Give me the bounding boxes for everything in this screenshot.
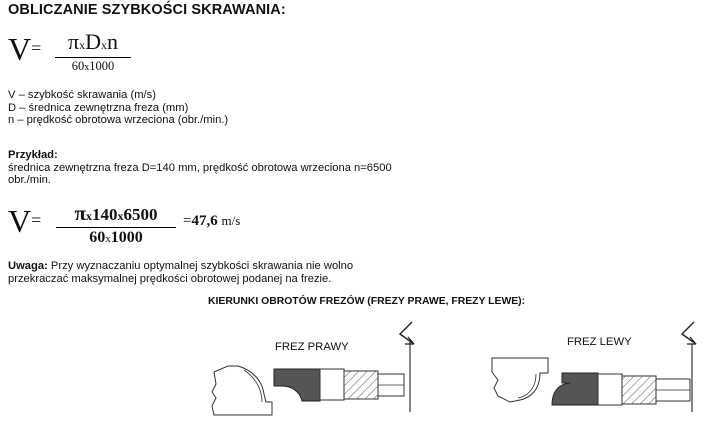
formula2-result-value: 47,6 (191, 213, 218, 229)
left-spindle (320, 340, 410, 412)
formula2-den-a: 60 (89, 229, 106, 246)
definition-v: V – szybkość skrawania (m/s) (8, 89, 156, 101)
example-heading: Przykład: (8, 149, 58, 161)
formula2-den-b: 1000 (110, 229, 143, 246)
formula-den-x: x (84, 62, 90, 73)
formula2-equals2: = (183, 213, 192, 229)
rotation-arrow-icon (400, 322, 414, 344)
formula2-pi: π (74, 201, 86, 225)
left-workpiece (212, 366, 272, 415)
formula-n: n (107, 29, 118, 54)
page-title: OBLICZANIE SZYBKOŚCI SKRAWANIA: (8, 2, 286, 18)
formula2-unit: m/s (221, 213, 241, 228)
right-workpiece (492, 358, 548, 402)
formula-den-b: 1000 (89, 59, 115, 73)
formula-pi: π (68, 29, 80, 54)
left-cutter-label: FREZ PRAWY (275, 341, 349, 353)
right-cutter-profile (552, 373, 598, 405)
formula-den-a: 60 (71, 59, 85, 73)
rotation-arrow-icon (682, 322, 696, 344)
formula2-times: x (117, 209, 124, 223)
definition-n: n – prędkość obrotowa wrzeciona (obr./min.) (8, 114, 229, 127)
formula2-n: 6500 (123, 205, 158, 224)
note-text: Przy wyznaczaniu optymalnej szybkości skrawania nie wolno (47, 260, 354, 272)
formula-times: x (101, 38, 107, 52)
figure-title: KIERUNKI OBROTÓW FREZÓW (FREZY PRAWE, FREZY LEWE): (208, 296, 526, 307)
formula2-v: V (8, 203, 32, 239)
note-text-cont: przekraczać maksymalnej prędkości obrotowej podanej na frezie. (8, 272, 332, 285)
formula2-d: 140 (92, 205, 118, 224)
left-cutter-profile (274, 369, 320, 401)
example-text-cont: obr./min. (8, 174, 51, 187)
right-cutter-label: FREZ LEWY (567, 336, 632, 348)
formula-v: V (8, 31, 32, 67)
definition-d: D – średnica zewnętrzna freza (mm) (8, 101, 189, 114)
formula-d: D (85, 29, 101, 54)
formula2-times: x (86, 209, 92, 223)
formula2-equals: = (31, 210, 42, 230)
example-text: średnica zewnętrzna freza D=140 mm, prędkość obrotowa wrzeciona n=6500 (8, 161, 392, 174)
right-spindle (598, 344, 692, 412)
formula-times: x (79, 38, 86, 52)
formula2-den-x: x (105, 233, 111, 245)
formula-equals: = (31, 38, 42, 58)
note-label: Uwaga: (8, 260, 48, 272)
